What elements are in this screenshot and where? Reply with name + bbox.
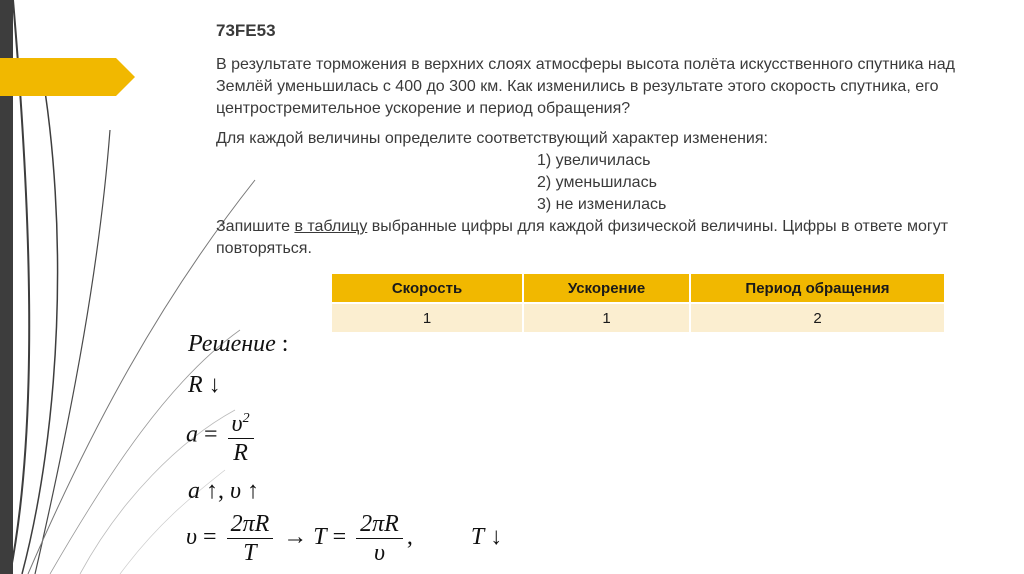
slide-arrow-tab: [0, 58, 135, 96]
table-link[interactable]: в таблицу: [294, 218, 368, 235]
header-speed: Скорость: [331, 273, 523, 303]
table-header-row: [331, 273, 945, 303]
option-3: 3) не изменилась: [537, 196, 667, 213]
header-acceleration: Ускорение: [523, 273, 690, 303]
radius-line: R ↓: [188, 372, 221, 398]
header-period: Период обращения: [690, 273, 945, 303]
down-arrow-icon: ↓: [490, 524, 503, 551]
task-instruction: [216, 216, 1016, 260]
value-acceleration: 1: [523, 303, 690, 333]
up-arrow-icon: ↑: [206, 478, 218, 504]
table-row: [331, 303, 945, 333]
value-period: 2: [690, 303, 945, 333]
growth-line: a ↑, υ ↑: [188, 478, 260, 504]
right-arrow-icon: →: [283, 524, 308, 551]
fraction-2piR-over-v: $\frac{2\pi R}{\upsilon}$: [356, 510, 403, 567]
task-paragraph-1: В результате торможения в верхних слоях атмосферы высота полёта искусственного спутника над Землёй уменьшилась с 400 до 300 км. Как изменились в результате этого скорость спутника, его центростремительное ускорение и период обращения?: [216, 56, 955, 117]
instruction-post: выбранные цифры для каждой физической величины. Цифры в ответе могут повторяться.: [216, 218, 949, 257]
period-formula: υ = $\frac{2\pi R}{T}$ → T = $\frac{2\pi R}{\upsilon}$ , T ↓: [186, 511, 503, 566]
option-2: 2) уменьшилась: [537, 174, 657, 191]
task-content: [216, 20, 1016, 260]
task-paragraph-2: Для каждой величины определите соответствующий характер изменения:: [216, 130, 768, 147]
fraction-2piR-over-T: $\frac{2\pi R}{T}$: [227, 510, 274, 567]
fraction-v2-over-r: $\frac{\upsilon^2}{R}$: [228, 405, 254, 467]
value-speed: 1: [331, 303, 523, 333]
task-code: 73FE53: [216, 21, 276, 40]
answer-table: [330, 272, 946, 334]
up-arrow-icon: ↑: [247, 478, 260, 504]
instruction-pre: Запишите: [216, 218, 295, 235]
solution-heading: Решение :: [188, 331, 289, 357]
options-list: [537, 150, 1016, 216]
acceleration-formula: a = $\frac{\upsilon^2}{R}$: [186, 405, 258, 467]
option-1: 1) увеличилась: [537, 152, 651, 169]
down-arrow-icon: ↓: [208, 372, 221, 398]
